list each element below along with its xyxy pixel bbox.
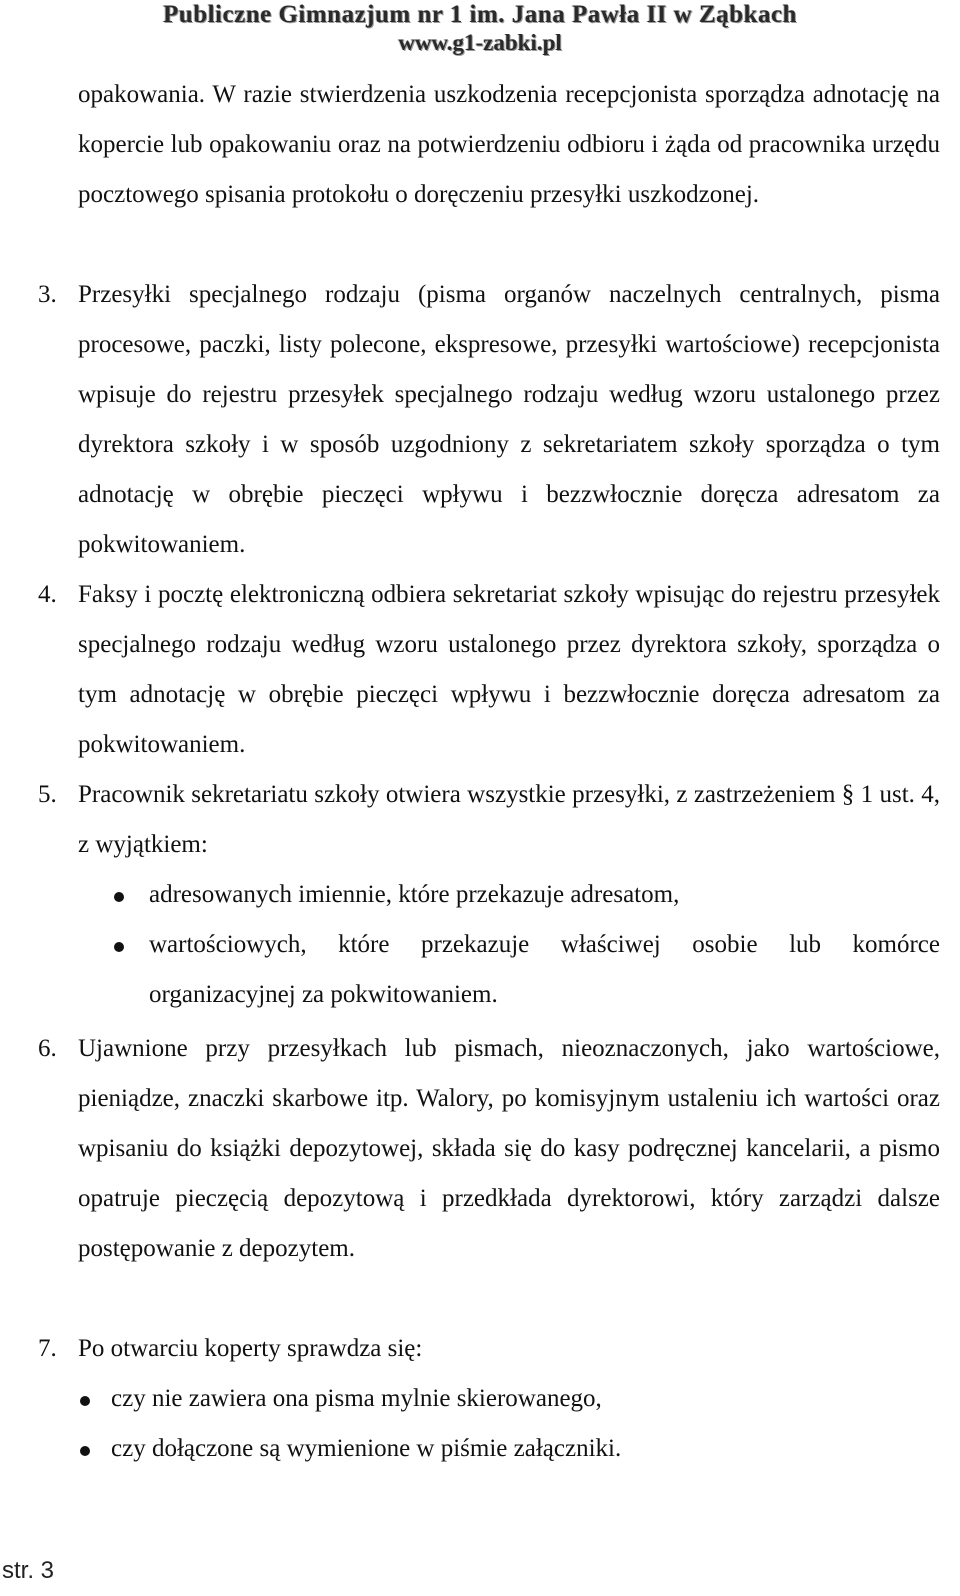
item-text-6: Ujawnione przy przesyłkach lub pismach, nieoznaczonych, jako wartościowe, pieniądze, znaczki skarbowe itp. Walory, po komisyjnym ustaleniu ich wartości oraz wpisaniu do książki depozytowej, składa się do kasy podręcznej kancelarii, a pismo opatruje pieczęcią depozytową i przedkłada dyrektorowi, który zarządzi dalsze postępowanie z depozytem. (78, 1035, 940, 1262)
item-number-7: 7. (38, 1335, 57, 1362)
bullet-dot (114, 892, 124, 902)
bullet-dot (80, 1446, 90, 1456)
item-text-3: Przesyłki specjalnego rodzaju (pisma organów naczelnych centralnych, pisma procesowe, paczki, listy polecone, ekspresowe, przesyłki wartościowe) recepcjonista wpisuje do rejestru przesyłek specjalnego rodzaju według wzoru ustalonego przez dyrektora szkoły i w sposób uzgodniony z sekretariatem szkoły sporządza o tym adnotację w obrębie pieczęci wpływu i bezzwłocznie doręcza adresatom za pokwitowaniem. (78, 281, 940, 558)
school-name: Publiczne Gimnazjum nr 1 im. Jana Pawła II w Ząbkach (163, 1, 797, 28)
item-text-4: Faksy i pocztę elektroniczną odbiera sekretariat szkoły wpisując do rejestru przesyłek specjalnego rodzaju według wzoru ustalonego przez dyrektora szkoły, sporządza o tym adnotację w obrębie pieczęci wpływu i bezzwłocznie doręcza adresatom za pokwitowaniem. (78, 581, 940, 758)
item-5-bullet-2: wartościowych, które przekazuje właściwej osobie lub komórce organizacyjnej za pokwitowaniem. (149, 931, 940, 1008)
bullet-dot (114, 942, 124, 952)
school-website: www.g1-zabki.pl (398, 30, 562, 55)
continuation-paragraph: opakowania. W razie stwierdzenia uszkodzenia recepcjonista sporządza adnotację na kopercie lub opakowaniu oraz na potwierdzeniu odbioru i żąda od pracownika urzędu pocztowego spisania protokołu o doręczeniu przesyłki uszkodzonej. (78, 81, 940, 208)
page-number: str. 3 (2, 1557, 55, 1584)
item-text-5: Pracownik sekretariatu szkoły otwiera wszystkie przesyłki, z zastrzeżeniem § 1 ust. 4, z wyjątkiem: (78, 781, 940, 858)
item-number-4: 4. (38, 581, 57, 608)
item-7-bullet-2: czy dołączone są wymienione w piśmie załączniki. (111, 1435, 622, 1462)
item-7-bullet-1: czy nie zawiera ona pisma mylnie skierowanego, (111, 1385, 602, 1412)
item-text-7: Po otwarciu koperty sprawdza się: (78, 1335, 423, 1362)
item-number-5: 5. (38, 781, 57, 808)
item-number-6: 6. (38, 1035, 57, 1062)
item-number-3: 3. (38, 281, 57, 308)
bullet-dot (80, 1396, 90, 1406)
item-5-bullet-1: adresowanych imiennie, które przekazuje adresatom, (149, 881, 680, 908)
